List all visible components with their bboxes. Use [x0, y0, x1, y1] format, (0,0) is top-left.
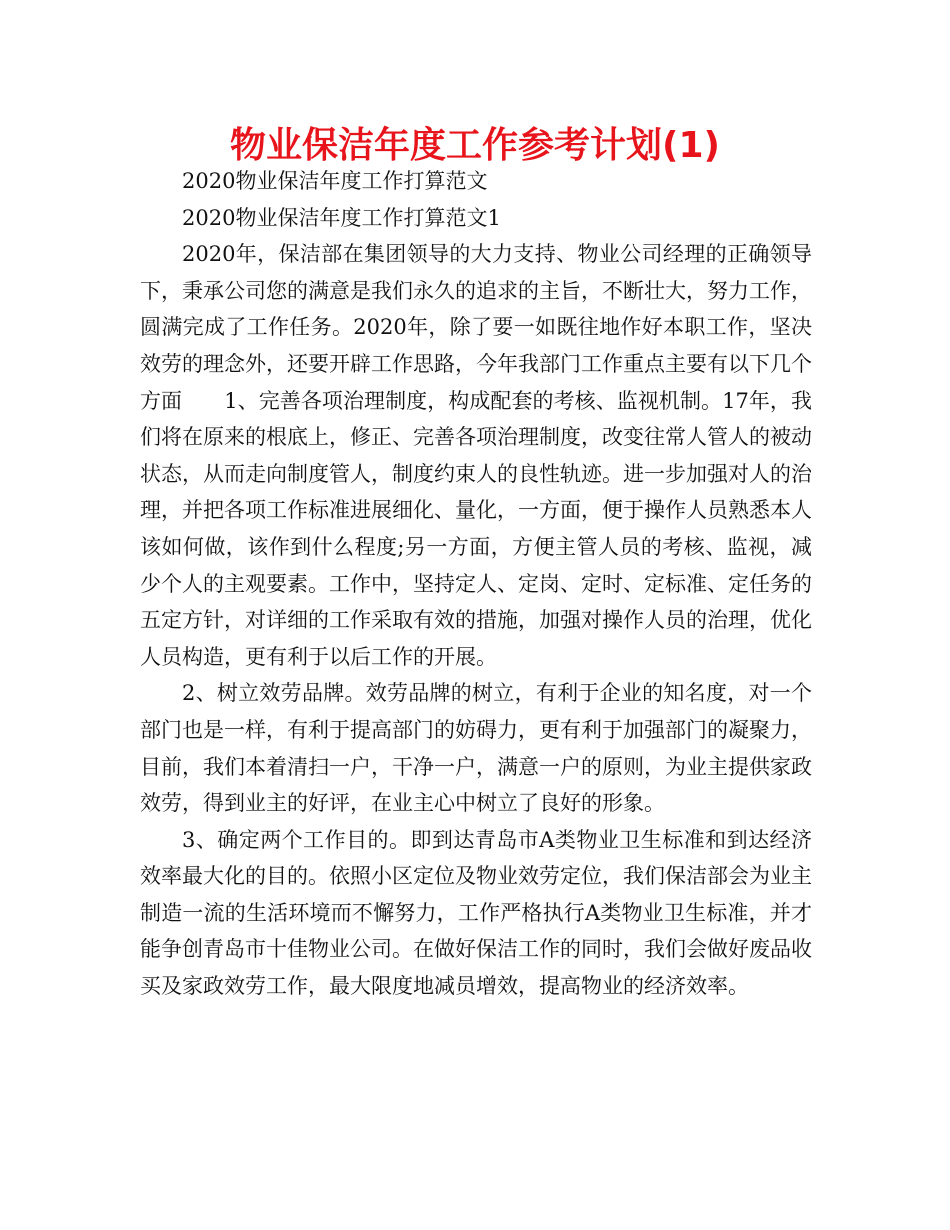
paragraph-point-3: 3、确定两个工作目的。即到达青岛市A类物业卫生标准和到达经济效率最大化的目的。依照小区定位及物业效劳定位，我们保洁部会为业主制造一流的生活环境而不懈努力，工作严格执行A类物业卫生标准，并才能争创青岛市十佳物业公司。在做好保洁工作的同时，我们会做好废品收买及家政效劳工作，最大限度地减员增效，提高物业的经济效率。 — [140, 827, 812, 999]
paragraph-subtitle-2: 2020物业保洁年度工作打算范文1 — [182, 205, 501, 230]
paragraph-subtitle-1: 2020物业保洁年度工作打算范文 — [182, 169, 488, 193]
document-title: 物业保洁年度工作参考计划(1) — [230, 125, 720, 166]
paragraph-intro: 2020年，保洁部在集团领导的大力支持、物业公司经理的正确领导下，秉承公司您的满意是我们永久的追求的主旨，不断壮大，努力工作，圆满完成了工作任务。2020年，除了要一如既往地作好本职工作，坚决效劳的理念外，还要开辟工作思路，今年我部门工作重点主要有以下几个方面 1、完善各项治理制度，构成配套的考核、监视机制。17年，我们将在原来的根底上，修正、完善各项治理制度，改变往常人管人的被动状态，从而走向制度管人，制度约束人的良性轨迹。进一步加强对人的治理，并把各项工作标准进展细化、量化，一方面，便于操作人员熟悉本人该如何做，该作到什么程度;另一方面，方便主管人员的考核、监视，减少个人的主观要素。工作中，坚持定人、定岗、定时、定标准、定任务的五定方针，对详细的工作采取有效的措施，加强对操作人员的治理，优化人员构造，更有利于以后工作的开展。 — [140, 242, 812, 669]
paragraph-point-2: 2、树立效劳品牌。效劳品牌的树立，有利于企业的知名度，对一个部门也是一样，有利于提高部门的妨碍力，更有利于加强部门的凝聚力，目前，我们本着清扫一户，干净一户，满意一户的原则，为业主提供家政效劳，得到业主的好评，在业主心中树立了良好的形象。 — [140, 681, 812, 816]
document-body — [140, 163, 812, 1005]
